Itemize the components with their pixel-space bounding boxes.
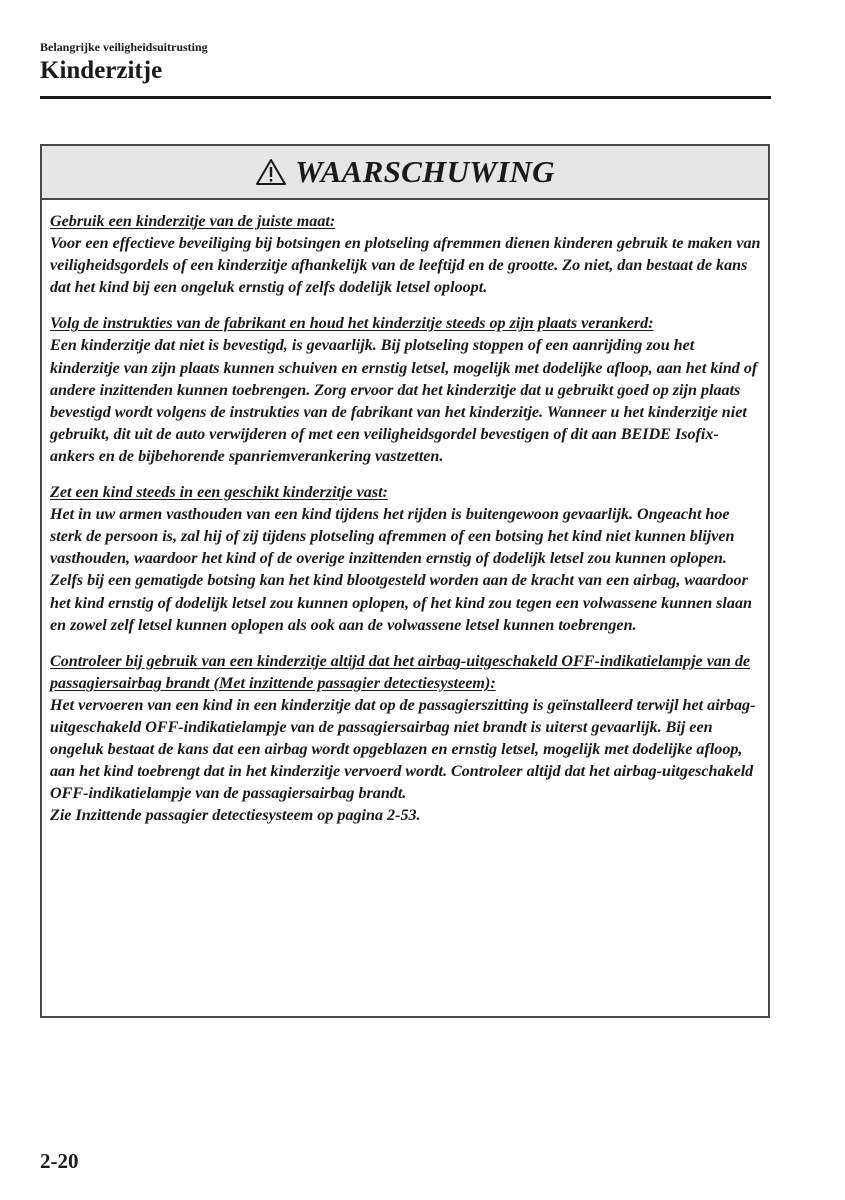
- paragraph-heading: Controleer bij gebruik van een kinderzitje altijd dat het airbag-uitgeschakeld OFF-indikatielampje van de passagiersairbag brandt (Met inzittende passagier detectiesysteem):: [50, 652, 751, 692]
- paragraph-text: Het in uw armen vasthouden van een kind tijdens het rijden is buitengewoon gevaarlijk. Ongeacht hoe sterk de persoon is, zal hij of zij tijdens plotseling afremmen of een botsing het kind niet kunnen blijven vasthouden, waardoor het kind of de overige inzittenden ernstig of dodelijk letsel zou kunnen oplopen. Zelfs bij een gematigde botsing kan het kind blootgesteld worden aan de kracht van een airbag, waardoor het kind ernstig of dodelijk letsel zou kunnen oplopen, of het kind zou tegen een volwassene kunnen slaan en zowel zelf letsel kunnen oplopen als ook aan de volwassene letsel kunnen toebrengen.: [50, 506, 752, 634]
- warning-body: [42, 200, 768, 827]
- warning-box: [40, 144, 770, 1018]
- paragraph-heading: Zet een kind steeds in een geschikt kinderzitje vast:: [50, 484, 388, 502]
- warning-triangle-icon: [255, 158, 287, 186]
- paragraph-text: Een kinderzitje dat niet is bevestigd, is gevaarlijk. Bij plotseling stoppen of een aanrijding zou het kinderzitje van zijn plaats kunnen schuiven en ernstig letsel, mogelijk met dodelijke afloop, aan het kind of andere inzittenden kunnen toebrengen. Zorg ervoor dat het kinderzitje dat u gebruikt goed op zijn plaats bevestigd wordt volgens de instrukties van de fabrikant van het kinderzitje. Wanneer u het kinderzitje niet gebruikt, dit uit de auto verwijderen of met een veiligheidsgordel bevestigen of dit aan BEIDE Isofix-ankers en de bijbehorende spanriemverankering vastzetten.: [50, 337, 758, 465]
- paragraph-text: Voor een effectieve beveiliging bij botsingen en plotseling afremmen dienen kinderen gebruik te maken van veiligheidsgordels of een kinderzitje afhankelijk van de leeftijd en de grootte. Zo niet, dan bestaat de kans dat het kind bij een ongeluk ernstig of zelfs dodelijk letsel oploopt.: [50, 235, 761, 297]
- page-title: Kinderzitje: [40, 57, 163, 84]
- warning-paragraph: [50, 651, 762, 828]
- warning-paragraph: [50, 482, 762, 637]
- page-number: 2-20: [40, 1149, 79, 1173]
- warning-title: WAARSCHUWING: [295, 154, 555, 189]
- warning-paragraph: [50, 211, 762, 299]
- header-divider: [40, 96, 771, 99]
- section-heading: Belangrijke veiligheidsuitrusting: [40, 40, 208, 54]
- paragraph-text: Het vervoeren van een kind in een kinderzitje dat op de passagierszitting is geïnstalleerd terwijl het airbag-uitgeschakeld OFF-indikatielampje van de passagiersairbag niet brandt is uiterst gevaarlijk. Bij een ongeluk bestaat de kans dat een airbag wordt opgeblazen en ernstig letsel, mogelijk met dodelijke afloop, aan het kind toebrengt dat in het kinderzitje vervoerd wordt. Controleer altijd dat het airbag-uitgeschakeld OFF-indikatielampje van de passagiersairbag brandt.: [50, 696, 756, 803]
- paragraph-heading: Volg de instrukties van de fabrikant en houd het kinderzitje steeds op zijn plaats verankerd:: [50, 315, 654, 333]
- warning-header: [42, 146, 768, 200]
- warning-paragraph: [50, 313, 762, 468]
- page-reference: Zie Inzittende passagier detectiesysteem op pagina 2-53.: [50, 807, 421, 825]
- paragraph-heading: Gebruik een kinderzitje van de juiste maat:: [50, 213, 336, 230]
